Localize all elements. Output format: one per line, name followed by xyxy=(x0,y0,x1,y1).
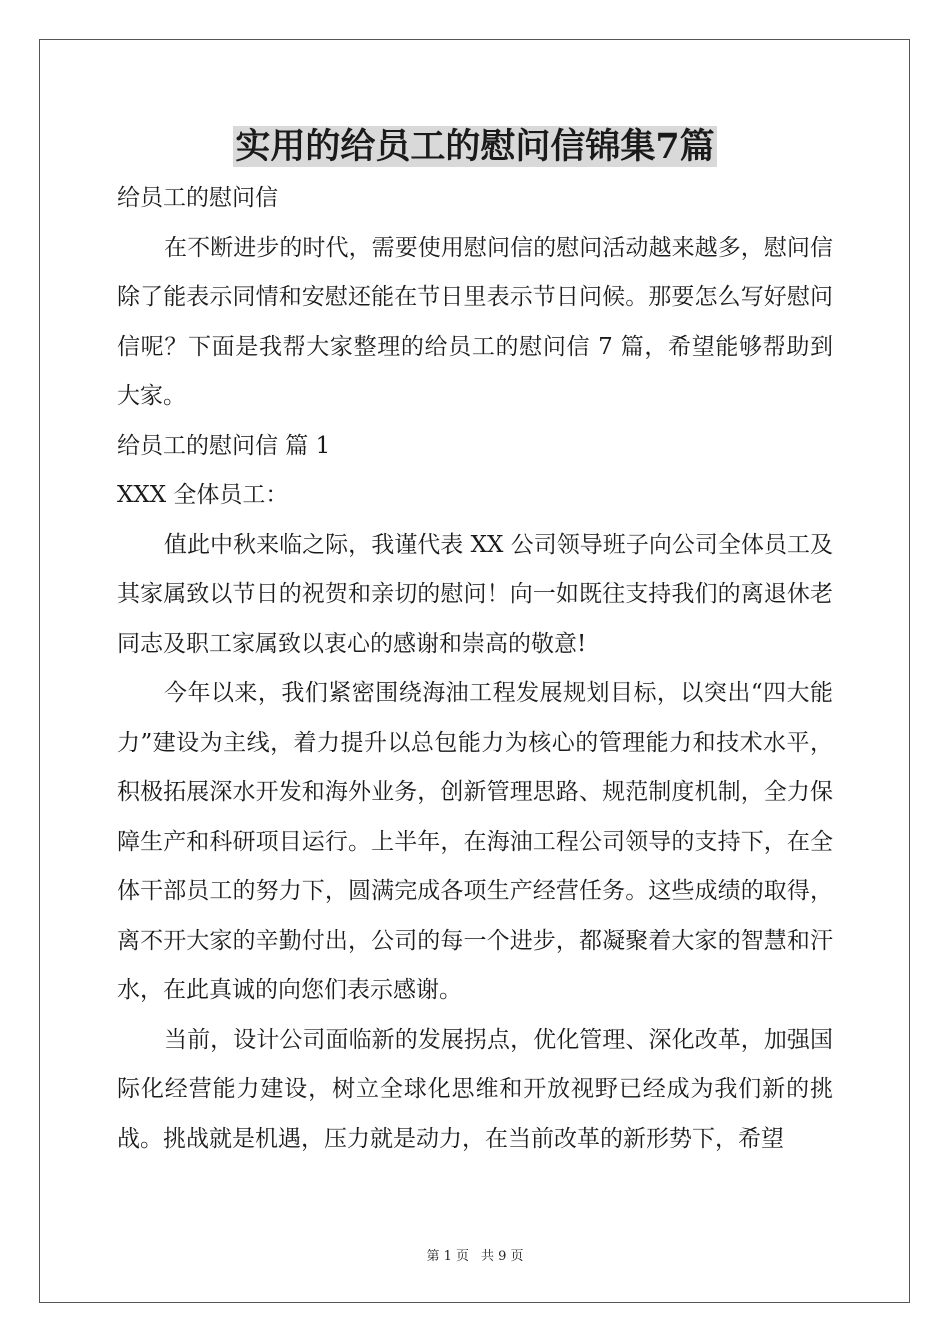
page-number: 第 1 页 xyxy=(426,1249,469,1264)
salutation: XXX 全体员工： xyxy=(117,482,289,508)
page-total: 共 9 页 xyxy=(481,1249,524,1264)
section-heading: 给员工的慰问信 xyxy=(117,185,278,211)
document-title xyxy=(0,124,950,170)
intro-paragraph: 在不断进步的时代，需要使用慰问信的慰问活动越来越多，慰问信除了能表示同情和安慰还能在节日里表示节日问候。那要怎么写好慰问信呢？下面是我帮大家整理的给员工的慰问信 7 篇，希望能够帮助到大家。 xyxy=(117,234,833,409)
letter-heading: 给员工的慰问信 篇 1 xyxy=(117,432,331,459)
body-paragraph: 当前，设计公司面临新的发展拐点，优化管理、深化改革，加强国际化经营能力建设，树立全球化思维和开放视野已经成为我们新的挑战。挑战就是机遇，压力就是动力，在当前改革的新形势下，希望 xyxy=(117,1026,833,1152)
document-title-text: 实用的给员工的慰问信锦集7篇 xyxy=(235,126,715,167)
body-paragraph: 值此中秋来临之际，我谨代表 XX 公司领导班子向公司全体员工及其家属致以节日的祝贺和亲切的慰问！向一如既往支持我们的离退休老同志及职工家属致以衷心的感谢和崇高的敬意! xyxy=(117,531,833,657)
document-body xyxy=(117,174,833,1164)
body-paragraph: 今年以来，我们紧密围绕海油工程发展规划目标，以突出“四大能力”建设为主线，着力提升以总包能力为核心的管理能力和技术水平，积极拓展深水开发和海外业务，创新管理思路、规范制度机制，全力保障生产和科研项目运行。上半年，在海油工程公司领导的支持下，在全体干部员工的努力下，圆满完成各项生产经营任务。这些成绩的取得，离不开大家的辛勤付出，公司的每一个进步，都凝聚着大家的智慧和汗水，在此真诚的向您们表示感谢。 xyxy=(117,680,833,1003)
page-footer xyxy=(0,1248,950,1266)
